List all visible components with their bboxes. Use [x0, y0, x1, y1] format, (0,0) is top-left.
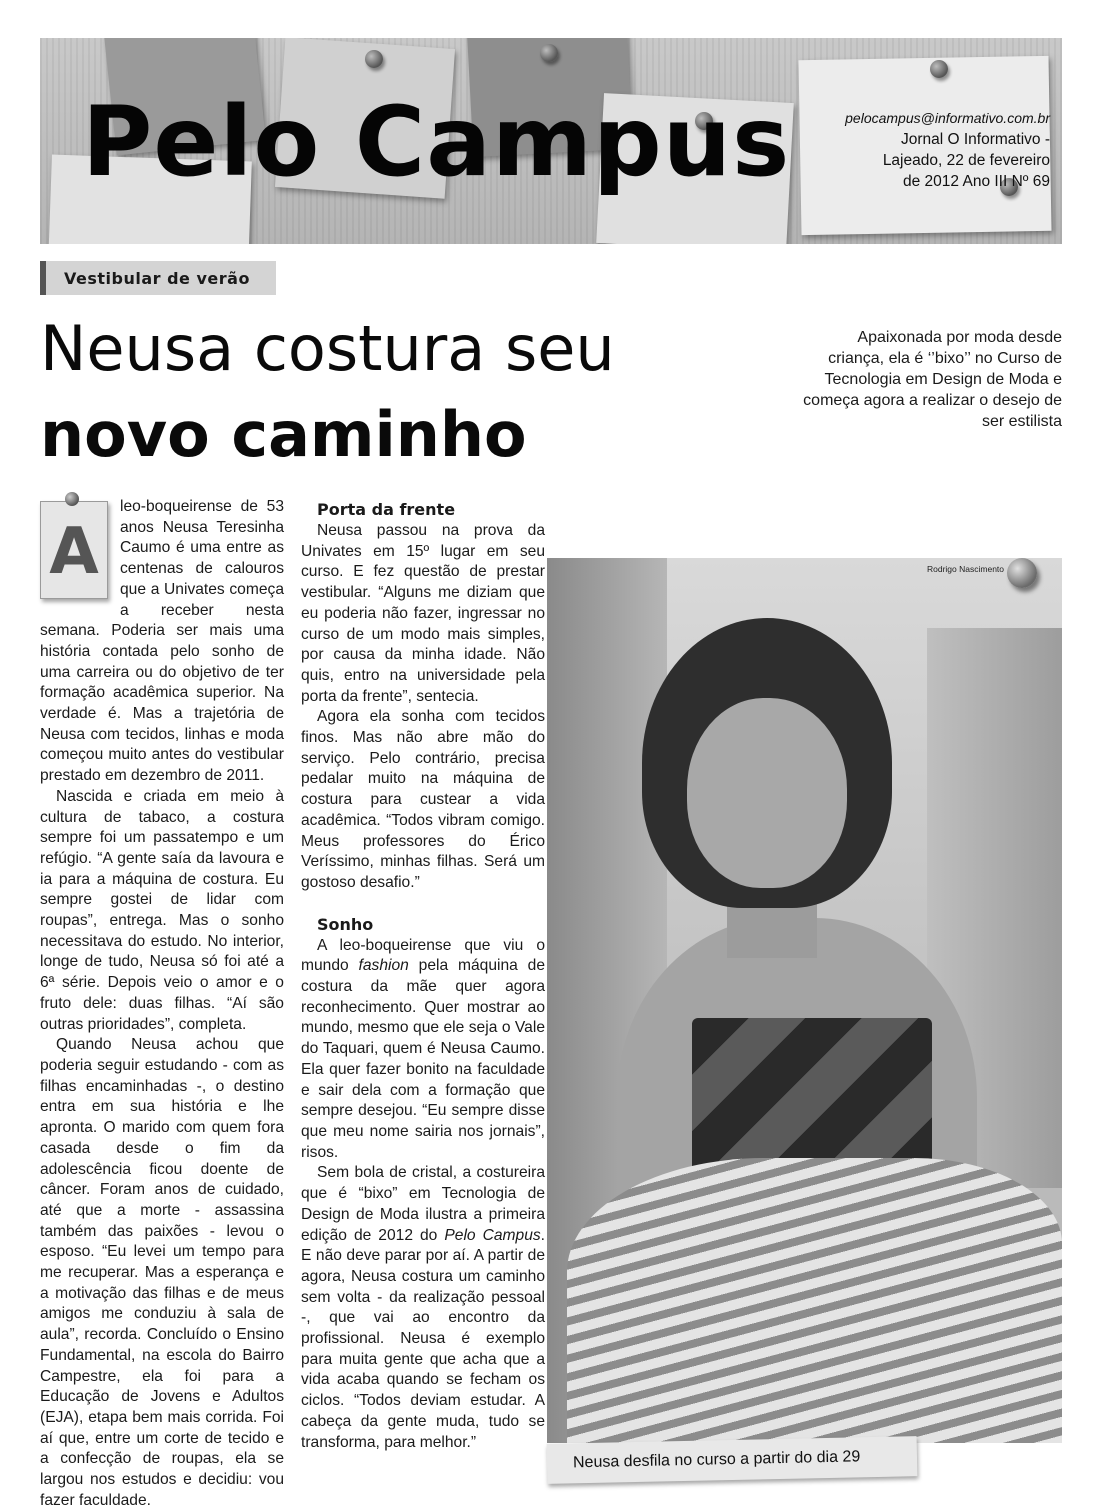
- subheading: Sonho: [317, 914, 374, 934]
- pushpin-icon: [1007, 558, 1037, 588]
- pushpin-icon: [365, 50, 383, 68]
- headline: [40, 306, 760, 478]
- masthead-title: Pelo Campus: [82, 86, 791, 198]
- masthead: [40, 38, 1062, 244]
- masthead-info: [810, 108, 1050, 192]
- article-paragraph: A leo-boqueirense que viu o mundo fashion pela máquina de costura da mãe quer agora reconhecimento. Quer mostrar ao mundo, mesmo que ele seja o Vale do Taquari, quem é Neusa Caumo. Ela quer fazer bonito na faculdade e sair dela com a formação que sempre desejou. “Eu sempre disse que meu nome sairia nos jornais”, risos.: [301, 936, 545, 1161]
- headline-line: Neusa costura seu: [40, 312, 615, 385]
- article-paragraph: Sem bola de cristal, a costureira que é “bixo” em Tecnologia de Design de Moda ilustra a primeira edição de 2012 do Pelo Campus. E não deve parar por aí. A partir de agora, Neusa costura um caminho sem volta - da realização pessoal -, que vai ao encontro da profissional. Neusa é exemplo para muita gente que acha que a vida acaba quando se fecham os ciclos. “Todos deviam estudar. A cabeça da gente muda, tudo se transforma, para melhor.”: [301, 1164, 546, 1451]
- pushpin-icon: [65, 492, 79, 506]
- article-column-1: [40, 497, 284, 1511]
- drop-cap-letter: A: [49, 515, 99, 589]
- article-photo: [547, 558, 1062, 1443]
- headline-line: novo caminho: [40, 398, 527, 471]
- issue-line: Jornal O Informativo -: [900, 131, 1050, 148]
- pushpin-icon: [930, 60, 948, 78]
- article-paragraph: Neusa passou na prova da Univates em 15º lugar em seu curso. E fez questão de prestar vestibular. “Alguns me diziam que eu poderia não fazer, ingressar no curso de um modo mais simples, por causa da minha idade. Não quis, entro na universidade pela porta da frente”, sentecia.: [301, 522, 545, 705]
- article-paragraph: Nascida e criada em meio à cultura de tabaco, a costura sempre foi um passatempo e um refúgio. “A gente saía da lavoura e ia para a máquina de costura. Eu sempre gostei de lidar com roupas”, entrega. Mas o sonho necessitava do estudo. No interior, longe de tudo, Neusa só foi até a 6ª série. Depois veio o amor e o fruto dele: duas filhas. “Aí são outras prioridades”, completa.: [40, 787, 284, 1033]
- issue-line: Lajeado, 22 de fevereiro: [882, 152, 1050, 169]
- article-paragraph: leo-boqueirense de 53 anos Neusa Teresinha Caumo é uma entre as centenas de calouros que a Univates começa a receber nesta semana. Poderia ser mais uma história contada pelo sonho de uma carreira ou do objetivo de ter formação acadêmica superior. Na verdade é. Mas a trajetória de Neusa com tecidos, linhas e moda começou muito antes do vestibular prestado em dezembro de 2011.: [40, 498, 284, 785]
- drop-cap: [40, 501, 108, 599]
- contact-email[interactable]: pelocampus@informativo.com.br: [845, 110, 1050, 126]
- article-column-2: [301, 499, 545, 1453]
- section-tag: Vestibular de verão: [40, 261, 276, 295]
- issue-line: de 2012 Ano III Nº 69: [903, 173, 1050, 190]
- article-paragraph: Agora ela sonha com tecidos finos. Mas não abre mão do serviço. Pelo contrário, precisa pedalar muito na máquina de costura para custear a vida acadêmica. “Todos vibram comigo. Meus professores do Érico Veríssimo, minhas filhas. Será um gostoso desafio.”: [301, 708, 545, 891]
- article-paragraph: Quando Neusa achou que poderia seguir estudando - com as filhas encaminhadas -, o destino entra em sua história e lhe apronta. O marido com quem fora casada desde o fim da adolescência ficou doente de câncer. Foram anos de cuidado, até que a morte - assassina também das paixões - levou o esposo. “Eu levei um tempo para me recuperar. Mas a esperança e a motivação das filhas e de meus amigos me conduziu à sala de aula”, recorda. Concluído o Ensino Fundamental, na escola do Bairro Campestre, ela foi para a Educação de Jovens e Adultos (EJA), etapa bem mais corrida. Foi aí que, entre um corte de tecido e a confecção de roupas, ela se largou nos estudos e decidiu: vou fazer faculdade.: [40, 1036, 284, 1509]
- subheading: Porta da frente: [317, 500, 456, 519]
- photo-credit: Rodrigo Nascimento: [927, 564, 1005, 574]
- deck: Apaixonada por moda desde criança, ela é ‘’bixo’’ no Curso de Tecnologia em Design de Moda e começa agora a realizar o desejo de ser estilista: [803, 329, 1062, 430]
- pushpin-icon: [540, 44, 558, 62]
- photo-caption: Neusa desfila no curso a partir do dia 29: [547, 1436, 918, 1484]
